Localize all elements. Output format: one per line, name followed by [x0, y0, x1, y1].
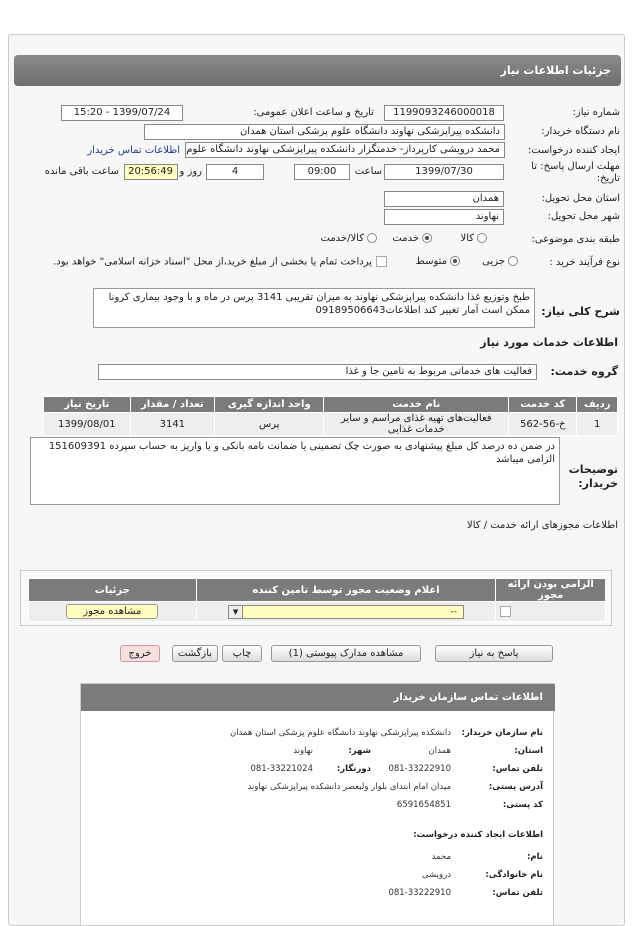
announce-label: تاریخ و ساعت اعلان عمومی:: [253, 107, 374, 118]
org-value: دانشکده پیراپزشکی نهاوند دانشگاه علوم پزشکی استان همدان: [229, 728, 451, 738]
summary-textarea[interactable]: طبخ وتوزیع غذا دانشکده پیراپزشکی نهاوند به میزان تقریبی 3141 پرس در ماه و با وجود بیماری کرونا ممکن است آمار تغییر کند اطلاعات09189506643: [93, 288, 535, 328]
need-number-field[interactable]: 1199093246000018: [384, 105, 504, 121]
contact-card-title: اطلاعات تماس سازمان خریدار: [81, 684, 555, 711]
phone-value: 081-33222910: [388, 764, 451, 774]
fax-label: دورنگار:: [336, 764, 371, 774]
radio-selected-icon: [422, 233, 432, 243]
summary-label: شرح کلی نیاز:: [541, 305, 620, 318]
days-label: روز و: [179, 166, 202, 177]
buyer-field[interactable]: دانشکده پیراپزشکی نهاوند دانشگاه علوم پزشکی استان همدان: [144, 124, 505, 140]
permits-table: [28, 578, 606, 622]
col-header: اعلام وضعیت مجوز توسط تامین کننده: [196, 579, 496, 602]
table-row: [44, 413, 618, 436]
cell: [196, 602, 496, 622]
checkbox-icon: [376, 256, 387, 267]
family-label: نام خانوادگی:: [485, 870, 543, 880]
cell: 1: [577, 413, 618, 436]
province-value: همدان: [428, 746, 451, 756]
cell: 3141: [130, 413, 214, 436]
checkbox-icon[interactable]: [500, 606, 511, 617]
exit-button[interactable]: خروج: [120, 645, 160, 662]
province-label: استان محل تحویل:: [541, 193, 620, 204]
cell: خ-56-562: [509, 413, 577, 436]
remaining-label: ساعت باقی مانده: [44, 166, 119, 177]
radio-icon: [477, 233, 487, 243]
back-button[interactable]: بازگشت: [172, 645, 218, 662]
remaining-time-field: 20:56:49: [124, 164, 178, 180]
buyer-notes-textarea[interactable]: در ضمن ده درصد کل مبلغ پیشنهادی به صورت چک تضمینی یا ضمانت نامه بانکی و یا واریز به حساب سپرده 151609391 الزامی میباشد: [30, 437, 560, 505]
col-header: کد خدمت: [509, 397, 577, 413]
service-group-field[interactable]: فعالیت های خدماتی مربوط به تامین جا و غذا: [98, 364, 537, 380]
page-title: جزئیات اطلاعات نیاز: [14, 55, 621, 86]
service-group-label: گروه خدمت:: [550, 365, 618, 378]
province-field[interactable]: همدان: [384, 191, 504, 207]
col-header: تاریخ نیاز: [44, 397, 131, 413]
city-field[interactable]: نهاوند: [384, 209, 504, 225]
creator-info-title: اطلاعات ایجاد کننده درخواست:: [413, 830, 543, 840]
services-section-title: اطلاعات خدمات مورد نیاز: [480, 336, 618, 349]
days-field[interactable]: 4: [206, 164, 264, 180]
city-label: شهر محل تحویل:: [547, 211, 620, 222]
payment-checkbox-row[interactable]: پرداخت تمام یا بخشی از مبلغ خرید،از محل "اسناد خزانه اسلامی" خواهد بود.: [53, 256, 387, 268]
buyer-notes-label: توضیحات خریدار:: [568, 463, 618, 490]
category-radio-kala[interactable]: کالا: [460, 233, 487, 244]
reply-button[interactable]: پاسخ به نیاز: [435, 645, 553, 662]
view-permit-button[interactable]: مشاهده مجوز: [66, 604, 158, 619]
permits-title: اطلاعات مجوزهای ارائه خدمت / کالا: [467, 520, 618, 531]
name-label: نام:: [526, 852, 543, 862]
province-label: استان:: [514, 746, 543, 756]
table-header-row: [29, 579, 606, 602]
col-header: واحد اندازه گیری: [215, 397, 324, 413]
phone-label: تلفن تماس:: [492, 764, 543, 774]
col-header: نام خدمت: [324, 397, 509, 413]
org-label: نام سازمان خریدار:: [461, 728, 543, 738]
chevron-down-icon: ▼: [229, 606, 243, 618]
category-radio-kala-khedmat[interactable]: کالا/خدمت: [321, 233, 378, 244]
cell: 1399/08/01: [44, 413, 131, 436]
col-header: تعداد / مقدار: [130, 397, 214, 413]
creator-phone-value: 081-33222910: [388, 888, 451, 898]
creator-field[interactable]: محمد درویشی کارپرداز- خدمتگزار دانشکده پیراپزشکی نهاوند دانشگاه علوم: [185, 142, 505, 158]
city-value: نهاوند: [293, 746, 313, 756]
process-radio-motavaset[interactable]: متوسط: [416, 256, 460, 267]
category-radio-khedmat[interactable]: خدمت: [392, 233, 432, 244]
process-radio-jozi[interactable]: جزیی: [482, 256, 518, 267]
deadline-label: مهلت ارسال پاسخ: تا تاریخ:: [531, 161, 620, 184]
contact-card: [80, 683, 554, 926]
need-number-label: شماره نیاز:: [572, 107, 620, 118]
table-row: [29, 602, 606, 622]
cell: پرس: [215, 413, 324, 436]
table-header-row: [44, 397, 618, 413]
permit-status-select[interactable]: -- ▼: [228, 605, 464, 619]
name-value: محمد: [431, 852, 451, 862]
family-value: درویشی: [421, 870, 451, 880]
time-label: ساعت: [354, 166, 382, 177]
announce-field[interactable]: 1399/07/24 - 15:20: [61, 105, 183, 121]
radio-selected-icon: [450, 256, 460, 266]
col-header: الزامی بودن ارائه مجوز: [496, 579, 606, 602]
postal-label: کد پستی:: [502, 800, 543, 810]
buyer-contact-link[interactable]: اطلاعات تماس خریدار: [87, 145, 180, 156]
cell: [29, 602, 197, 622]
creator-phone-label: تلفن تماس:: [492, 888, 543, 898]
col-header: ردیف: [577, 397, 618, 413]
print-button[interactable]: چاپ: [222, 645, 262, 662]
deadline-time-field[interactable]: 09:00: [294, 164, 350, 180]
services-table: [43, 396, 618, 436]
process-label: نوع فرآیند خرید :: [549, 257, 620, 268]
postal-value: 6591654851: [396, 800, 451, 810]
radio-icon: [508, 256, 518, 266]
radio-icon: [367, 233, 377, 243]
cell: [496, 602, 606, 622]
city-label: شهر:: [348, 746, 371, 756]
address-label: آدرس پستی:: [488, 782, 543, 792]
buyer-label: نام دستگاه خریدار:: [541, 126, 620, 137]
attachments-button[interactable]: مشاهده مدارک پیوستی (1): [271, 645, 421, 662]
category-label: طبقه بندی موضوعی:: [531, 234, 620, 245]
cell: فعالیت‌های تهیه غذای مراسم و سایر خدمات غذایی: [324, 413, 509, 436]
col-header: جزئیات: [29, 579, 197, 602]
creator-label: ایجاد کننده درخواست:: [527, 145, 620, 156]
deadline-date-field[interactable]: 1399/07/30: [384, 164, 504, 180]
address-value: میدان امام ابتدای بلوار ولیعصر دانشکده پیراپزشکی نهاوند: [247, 782, 451, 792]
fax-value: 081-33221024: [250, 764, 313, 774]
